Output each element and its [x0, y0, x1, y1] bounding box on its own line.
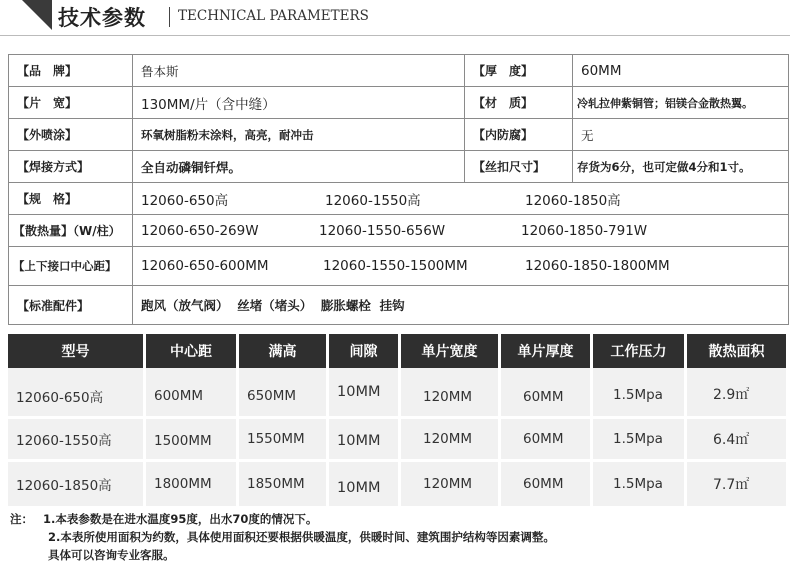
column-header-model: 型号	[8, 334, 146, 368]
cell-model: 12060-1850高	[8, 462, 146, 509]
spec-model-1: 12060-650高	[141, 192, 229, 209]
column-header-width: 单片宽度	[401, 334, 501, 368]
spec-label-material: 【材 质】	[465, 87, 573, 119]
spec-value-material: 冷轧拉伸紫铜管；铝镁合金散热翼。	[573, 87, 789, 119]
spec-value-accessories: 跑风（放气阀） 丝堵（堵头） 膨胀螺栓 挂钩	[133, 286, 789, 325]
cell-pressure: 1.5Mpa	[593, 368, 687, 419]
spec-label-model: 【规 格】	[9, 183, 133, 215]
spec-value-anticorrosion: 无	[573, 119, 789, 151]
spec-model-3: 12060-1850高	[525, 192, 621, 209]
cell-height: 1850MM	[239, 462, 329, 509]
cell-model: 12060-1550高	[8, 419, 146, 462]
spec-label-center: 【上下接口中心距】	[9, 247, 133, 286]
table-row	[8, 419, 786, 462]
spec-label-coating: 【外喷涂】	[9, 119, 133, 151]
spec-label-accessories: 【标准配件】	[9, 286, 133, 325]
spec-label-brand: 【品 牌】	[9, 55, 133, 87]
spec-value-coating: 环氧树脂粉末涂料，高亮，耐冲击	[133, 119, 465, 151]
spec-table	[8, 54, 789, 325]
cell-width: 120MM	[401, 462, 501, 509]
spec-value-welding: 全自动磷铜钎焊。	[133, 151, 465, 183]
spec-label-width: 【片 宽】	[9, 87, 133, 119]
spec-value-width: 130MM/片（含中缝）	[133, 87, 465, 119]
spec-value-model	[133, 183, 789, 215]
cell-height: 650MM	[239, 368, 329, 419]
parameter-table	[8, 334, 786, 509]
cell-center: 1800MM	[146, 462, 239, 509]
spec-row	[9, 87, 789, 119]
cell-area: 6.4㎡	[687, 419, 786, 462]
cell-width: 120MM	[401, 368, 501, 419]
spec-value-brand: 鲁本斯	[133, 55, 465, 87]
spec-value-center	[133, 247, 789, 286]
header-divider	[169, 7, 170, 27]
spec-model-2: 12060-1550高	[325, 192, 421, 209]
spec-row	[9, 151, 789, 183]
page-title: 技术参数	[58, 6, 146, 30]
note-text-1: 1.本表参数是在进水温度95度，出水70度的情况下。	[43, 512, 318, 526]
column-header-thickness: 单片厚度	[501, 334, 593, 368]
spec-heat-3: 12060-1850-791W	[521, 222, 648, 239]
cell-height: 1550MM	[239, 419, 329, 462]
cell-width: 120MM	[401, 419, 501, 462]
column-header-pressure: 工作压力	[593, 334, 687, 368]
parameter-header-row	[8, 334, 786, 368]
spec-heat-1: 12060-650-269W	[141, 222, 259, 239]
spec-value-heat	[133, 215, 789, 247]
cell-pressure: 1.5Mpa	[593, 419, 687, 462]
column-header-area: 散热面积	[687, 334, 786, 368]
note-text-3: 具体可以咨询专业客服。	[48, 548, 175, 562]
spec-label-welding: 【焊接方式】	[9, 151, 133, 183]
cell-gap: 10MM	[329, 419, 401, 462]
notes	[10, 510, 555, 564]
spec-center-2: 12060-1550-1500MM	[323, 258, 468, 274]
column-header-gap: 间隙	[329, 334, 401, 368]
spec-label-anticorrosion: 【内防腐】	[465, 119, 573, 151]
cell-center: 600MM	[146, 368, 239, 419]
cell-gap: 10MM	[329, 462, 401, 509]
table-row	[8, 368, 786, 419]
spec-row	[9, 286, 789, 325]
cell-model: 12060-650高	[8, 368, 146, 419]
spec-label-thread: 【丝扣尺寸】	[465, 151, 573, 183]
header-underline	[0, 35, 790, 36]
note-prefix: 注：	[10, 512, 33, 526]
cell-center: 1500MM	[146, 419, 239, 462]
cell-thickness: 60MM	[501, 368, 593, 419]
spec-heat-2: 12060-1550-656W	[319, 222, 446, 239]
spec-label-thickness: 【厚 度】	[465, 55, 573, 87]
cell-gap: 10MM	[329, 368, 401, 419]
header	[0, 0, 790, 40]
spec-center-1: 12060-650-600MM	[141, 258, 269, 274]
spec-center-3: 12060-1850-1800MM	[525, 258, 670, 274]
note-line-1	[10, 510, 555, 528]
column-header-center: 中心距	[146, 334, 239, 368]
note-text-2: 2.本表所使用面积为约数，具体使用面积还要根据供暖温度，供暖时间、建筑围护结构等因素调整。	[48, 530, 555, 544]
column-header-height: 满高	[239, 334, 329, 368]
page-subtitle: TECHNICAL PARAMETERS	[178, 8, 369, 24]
spec-value-thickness: 60MM	[573, 55, 789, 87]
cell-area: 2.9㎡	[687, 368, 786, 419]
spec-row	[9, 215, 789, 247]
spec-value-thread: 存货为6分，也可定做4分和1寸。	[573, 151, 789, 183]
spec-row	[9, 183, 789, 215]
spec-row	[9, 247, 789, 286]
cell-thickness: 60MM	[501, 419, 593, 462]
cell-pressure: 1.5Mpa	[593, 462, 687, 509]
cell-area: 7.7㎡	[687, 462, 786, 509]
spec-row	[9, 55, 789, 87]
header-marker-icon	[22, 0, 52, 30]
table-row	[8, 462, 786, 509]
cell-thickness: 60MM	[501, 462, 593, 509]
spec-row	[9, 119, 789, 151]
spec-label-heat: 【散热量】（W/柱）	[9, 215, 133, 247]
